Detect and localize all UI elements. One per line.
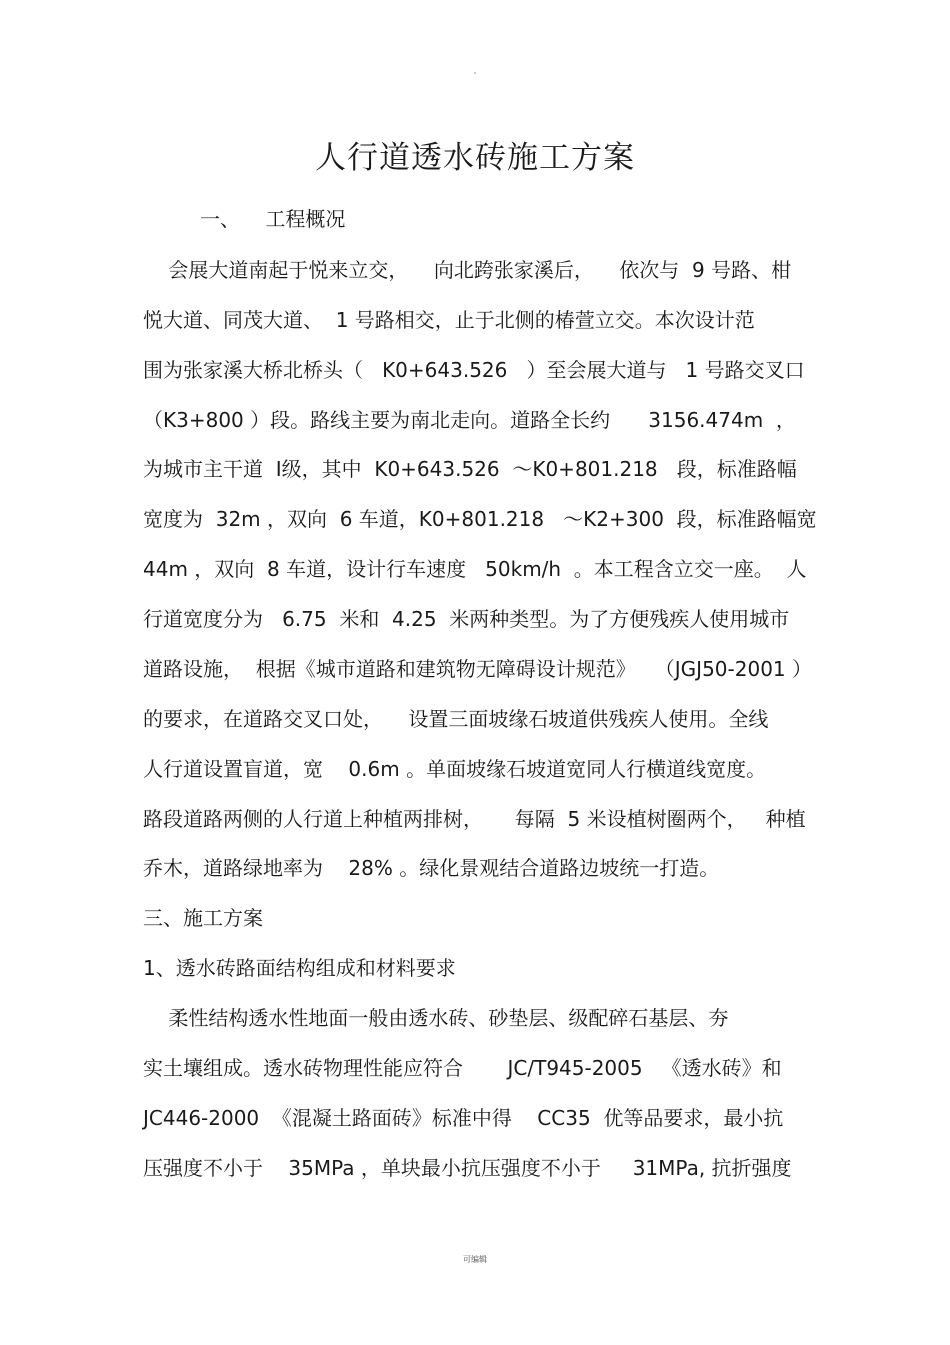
paragraph-line: 柔性结构透水性地面一般由透水砖、砂垫层、级配碎石基层、夯 bbox=[143, 1006, 729, 1030]
paragraph-line: 围为张家溪大桥北桥头（ K0+643.526 ）至会展大道与 1 号路交叉口 bbox=[143, 358, 805, 382]
paragraph-line: 道路设施， 根据《城市道路和建筑物无障碍设计规范》 （JGJ50-2001 ） bbox=[143, 657, 813, 681]
section-heading-overview: 一、 工程概况 bbox=[200, 207, 346, 231]
document-title: 人行道透水砖施工方案 bbox=[315, 140, 635, 176]
paragraph-line: 宽度为 32m ，双向 6 车道，K0+801.218 ～K2+300 段，标准路幅宽 bbox=[143, 507, 817, 531]
paragraph-line: 路段道路两侧的人行道上种植两排树， 每隔 5 米设植树圈两个， 种植 bbox=[143, 807, 806, 831]
page-footer: 可编辑 bbox=[463, 1255, 487, 1264]
paragraph-line: 人行道设置盲道，宽 0.6m 。单面坡缘石坡道宽同人行横道线宽度。 bbox=[143, 757, 767, 781]
paragraph-line: 会展大道南起于悦来立交， 向北跨张家溪后， 依次与 9 号路、柑 bbox=[143, 258, 792, 282]
paragraph-line: 行道宽度分为 6.75 米和 4.25 米两种类型。为了方便残疾人使用城市 bbox=[143, 607, 790, 631]
paragraph-line: 实土壤组成。透水砖物理性能应符合 JC/T945-2005 《透水砖》和 bbox=[143, 1056, 782, 1080]
subsection-heading: 1、透水砖路面结构组成和材料要求 bbox=[143, 956, 456, 980]
paragraph-line: JC446-2000 《混凝土路面砖》标准中得 CC35 优等品要求，最小抗 bbox=[143, 1106, 784, 1130]
paragraph-line: 乔木，道路绿地率为 28% 。绿化景观结合道路边坡统一打造。 bbox=[143, 856, 720, 880]
paragraph-line: 悦大道、同茂大道、 1 号路相交，止于北侧的椿萱立交。本次设计范 bbox=[143, 308, 755, 332]
paragraph-line: 44m ，双向 8 车道，设计行车速度 50km/h 。本工程含立交一座。 人 bbox=[143, 557, 807, 581]
paragraph-line: 的要求，在道路交叉口处， 设置三面坡缘石坡道供残疾人使用。全线 bbox=[143, 707, 769, 731]
section-heading-construction: 三、施工方案 bbox=[143, 906, 263, 930]
page-mark bbox=[474, 72, 476, 74]
paragraph-line: （K3+800 ）段。路线主要为南北走向。道路全长约 3156.474m ， bbox=[143, 408, 796, 432]
paragraph-line: 为城市主干道 Ⅰ级，其中 K0+643.526 ～K0+801.218 段，标准路幅 bbox=[143, 457, 797, 481]
paragraph-line: 压强度不小于 35MPa ，单块最小抗压强度不小于 31MPa, 抗折强度 bbox=[143, 1156, 792, 1180]
